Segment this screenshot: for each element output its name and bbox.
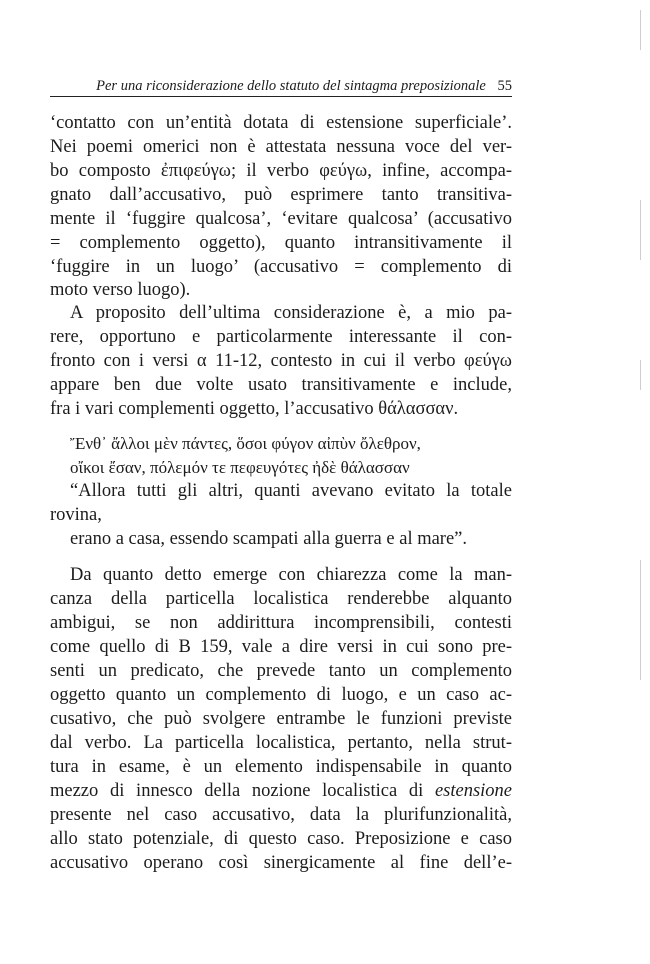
header-rule	[50, 96, 512, 97]
text-line: fronto con i versi α 11-12, contesto in cui il verbo φεύγω	[50, 351, 512, 371]
scan-edge-mark	[640, 200, 641, 260]
text-line: mente il ‘fuggire qualcosa’, ‘evitare qualcosa’ (accusativo	[50, 209, 512, 229]
text-line: moto verso luogo).	[50, 280, 191, 300]
scan-edge-mark	[640, 10, 641, 50]
greek-verse: οἴκοι ἔσαν, πόλεμόν τε πεφευγότες ἠδὲ θάλασσαν	[70, 458, 410, 477]
page-number: 55	[497, 78, 512, 94]
text-line: ‘fuggire in un luogo’ (accusativo = complemento di	[50, 257, 512, 277]
text-line: rere, opportuno e particolarmente interessante il con-	[50, 327, 512, 347]
text-line: oggetto quanto un complemento di luogo, e un caso ac-	[50, 685, 512, 705]
translation-line: “Allora tutti gli altri, quanti avevano evitato la totale	[70, 481, 512, 501]
text-line: canza della particella localistica renderebbe alquanto	[50, 589, 512, 609]
running-header	[50, 78, 512, 95]
scan-edge-mark	[640, 560, 641, 680]
text-line: tura in esame, è un elemento indispensabile in quanto	[50, 757, 512, 777]
translation-line: erano a casa, essendo scampati alla guerra e al mare”.	[70, 529, 468, 549]
text-line: appare ben due volte usato transitivamente e include,	[50, 375, 512, 395]
text-line: Nei poemi omerici non è attestata nessuna voce del ver-	[50, 137, 512, 157]
text-line: presente nel caso accusativo, data la plurifunzionalità,	[50, 805, 512, 825]
text-line: ‘contatto con un’entità dotata di estensione superficiale’.	[50, 113, 512, 133]
text-line: senti un predicato, che prevede tanto un complemento	[50, 661, 512, 681]
greek-verse: Ἔνθ᾽ ἄλλοι μὲν πάντες, ὅσοι φύγον αἰπὺν ὄλεθρον,	[70, 434, 421, 453]
text-line: Da quanto detto emerge con chiarezza come la man-	[70, 565, 512, 585]
text-line: A proposito dell’ultima considerazione è, a mio pa-	[70, 303, 512, 323]
text-segment: mezzo di innesco della nozione localistica di	[50, 781, 435, 801]
text-line: dal verbo. La particella localistica, pertanto, nella strut-	[50, 733, 512, 753]
scan-edge-mark	[640, 360, 641, 390]
translation-line: rovina,	[50, 505, 102, 525]
text-line: come quello di B 159, vale a dire versi in cui sono pre-	[50, 637, 512, 657]
running-title: Per una riconsiderazione dello statuto del sintagma preposizionale	[96, 78, 486, 94]
emphasis-estensione: estensione	[434, 781, 512, 801]
text-line: allo stato potenziale, di questo caso. Preposizione e caso	[50, 829, 512, 849]
text-line: accusativo operano così sinergicamente al fine dell’e-	[50, 853, 512, 873]
text-line: fra i vari complementi oggetto, l’accusativo θάλασσαν.	[50, 399, 459, 419]
text-line	[50, 781, 512, 802]
text-line: cusativo, che può svolgere entrambe le funzioni previste	[50, 709, 512, 729]
text-line: ambigui, se non addirittura incomprensibili, contesti	[50, 613, 512, 633]
text-line: gnato dall’accusativo, può esprimere tanto transitiva-	[50, 185, 512, 205]
text-line: bo composto ἐπιφεύγω; il verbo φεύγω, infine, accompa-	[50, 161, 512, 181]
text-line: = complemento oggetto), quanto intransitivamente il	[50, 233, 512, 253]
